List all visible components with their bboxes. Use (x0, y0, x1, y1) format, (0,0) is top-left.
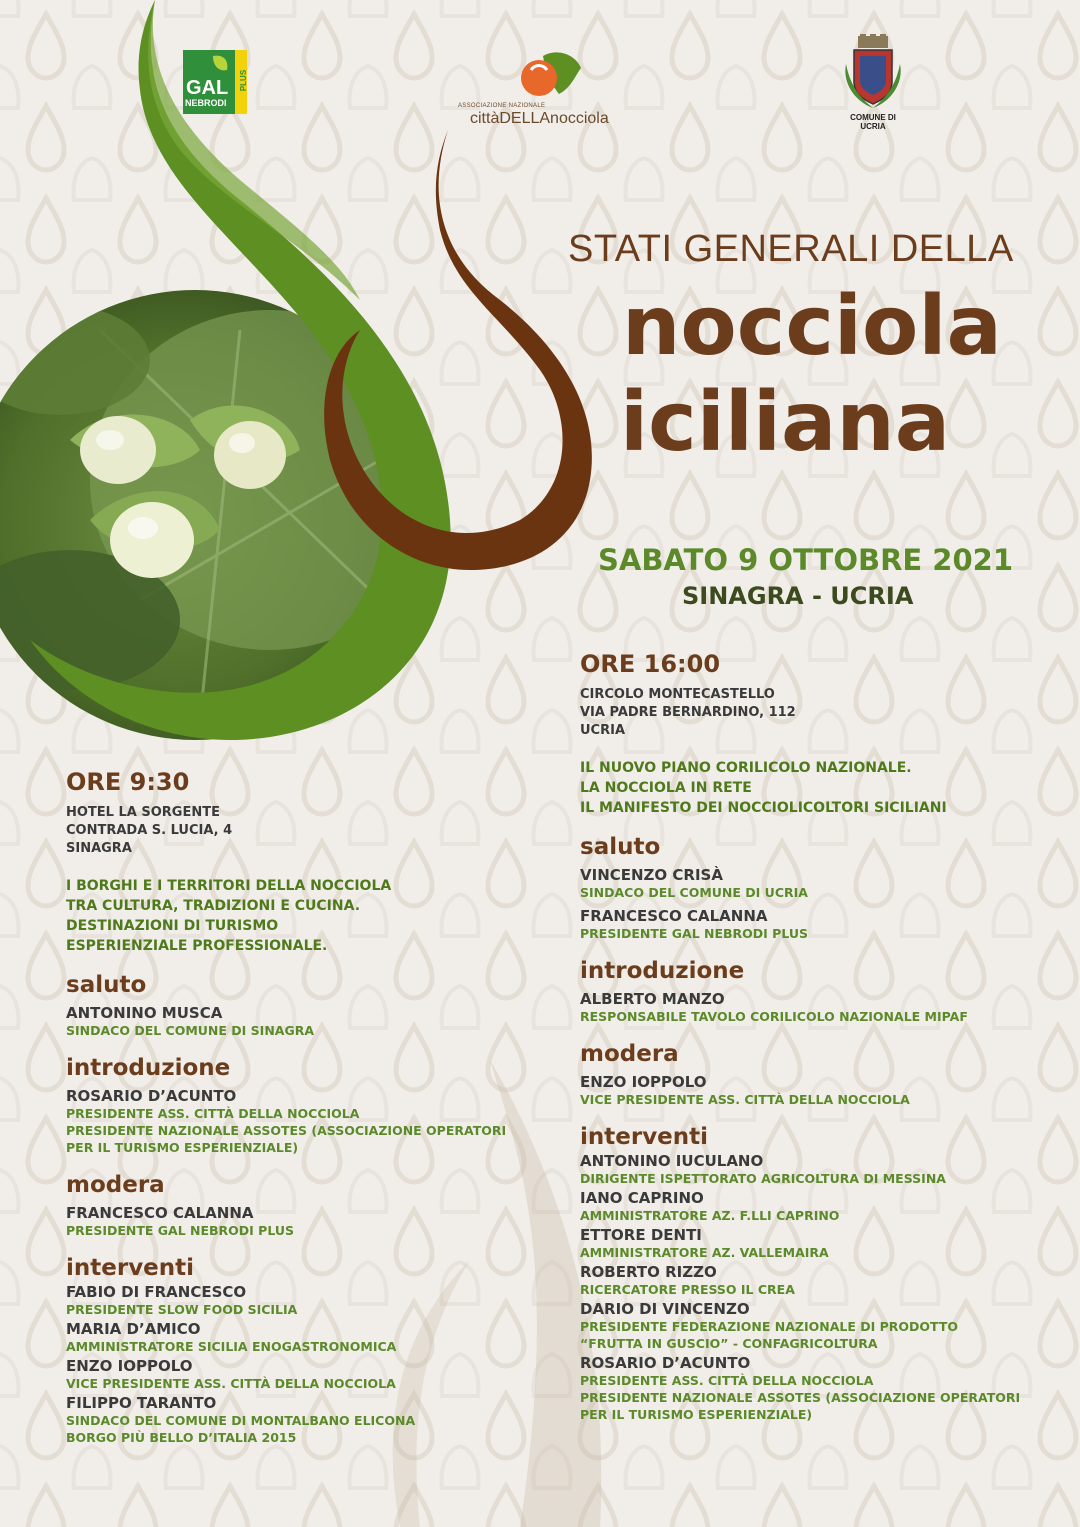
speaker-name: ANTONINO IUCULANO (580, 1152, 764, 1170)
event-date: SABATO 9 OTTOBRE 2021 (598, 543, 1014, 577)
afternoon-time: ORE 16:00 (580, 650, 721, 678)
speaker-name: IANO CAPRINO (580, 1189, 704, 1207)
topic-line: LA NOCCIOLA IN RETE (580, 780, 752, 796)
topic-line: ESPERIENZIALE PROFESSIONALE. (66, 938, 328, 954)
speaker-role: PRESIDENTE NAZIONALE ASSOTES (ASSOCIAZIONE OPERATORI (66, 1123, 507, 1138)
speaker-name: DARIO DI VINCENZO (580, 1300, 750, 1318)
speaker-role: DIRIGENTE ISPETTORATO AGRICOLTURA DI MESSINA (580, 1171, 946, 1186)
gal-logo-plus: PLUS (239, 69, 249, 92)
speaker-role: SINDACO DEL COMUNE DI SINAGRA (66, 1023, 315, 1038)
venue-line: CIRCOLO MONTECASTELLO (580, 687, 775, 702)
speaker-role: VICE PRESIDENTE ASS. CITTÀ DELLA NOCCIOLA (580, 1092, 910, 1107)
speaker-role: PRESIDENTE SLOW FOOD SICILIA (66, 1302, 298, 1317)
morning-session (66, 768, 546, 1446)
speaker-name: MARIA D’AMICO (66, 1320, 201, 1338)
speaker-role: AMMINISTRATORE AZ. F.LLI CAPRINO (580, 1208, 840, 1223)
morning-topic (66, 876, 546, 956)
speaker-role: PRESIDENTE FEDERAZIONE NAZIONALE DI PRODOTTO (580, 1319, 958, 1334)
morning-venue (66, 804, 546, 858)
section-heading-interventi: interventi (66, 1255, 195, 1281)
speaker-name: FILIPPO TARANTO (66, 1394, 217, 1412)
topic-line: TRA CULTURA, TRADIZIONI E CUCINA. (66, 898, 361, 914)
section-heading-saluto: saluto (66, 972, 147, 998)
afternoon-topic (580, 758, 1050, 818)
section-heading-introduzione: introduzione (580, 958, 745, 984)
speaker-role: VICE PRESIDENTE ASS. CITTÀ DELLA NOCCIOLA (66, 1376, 396, 1391)
speaker-role: PRESIDENTE ASS. CITTÀ DELLA NOCCIOLA (66, 1106, 360, 1121)
speaker-name: FRANCESCO CALANNA (66, 1204, 254, 1222)
venue-line: VIA PADRE BERNARDINO, 112 (580, 705, 796, 720)
citta-logo-name: cittàDELLAnocciola (470, 110, 609, 127)
gal-nebrodi-logo (183, 50, 247, 114)
speaker-name: ETTORE DENTI (580, 1226, 702, 1244)
speaker-role: PRESIDENTE NAZIONALE ASSOTES (ASSOCIAZIONE OPERATORI (580, 1390, 1021, 1405)
citta-logo-assoc: ASSOCIAZIONE NAZIONALE (458, 103, 546, 109)
gal-logo-subtext: NEBRODI (185, 98, 227, 108)
speaker-role: BORGO PIÙ BELLO D’ITALIA 2015 (66, 1430, 297, 1445)
speaker-name: ROBERTO RIZZO (580, 1263, 717, 1281)
venue-line: CONTRADA S. LUCIA, 4 (66, 823, 233, 838)
section-heading-modera: modera (580, 1041, 679, 1067)
speaker-name: FRANCESCO CALANNA (580, 907, 768, 925)
topic-line: IL NUOVO PIANO CORILICOLO NAZIONALE. (580, 760, 912, 776)
speaker-name: ENZO IOPPOLO (66, 1357, 193, 1375)
topic-line: DESTINAZIONI DI TURISMO (66, 918, 279, 934)
title-nocciola: nocciola (622, 279, 1002, 374)
speaker-name: FABIO DI FRANCESCO (66, 1283, 247, 1301)
comune-logo-line1: COMUNE DI (850, 113, 896, 122)
title-line1: STATI GENERALI DELLA (568, 228, 1014, 270)
speaker-role: PER IL TURISMO ESPERIENZIALE) (66, 1140, 299, 1155)
speaker-role: PRESIDENTE GAL NEBRODI PLUS (66, 1223, 295, 1238)
section-heading-modera: modera (66, 1172, 165, 1198)
speaker-role: PRESIDENTE GAL NEBRODI PLUS (580, 926, 809, 941)
afternoon-venue (580, 686, 1050, 740)
venue-line: UCRIA (580, 723, 626, 738)
speaker-role: AMMINISTRATORE SICILIA ENOGASTRONOMICA (66, 1339, 397, 1354)
speaker-role: SINDACO DEL COMUNE DI MONTALBANO ELICONA (66, 1413, 416, 1428)
speaker-role: PRESIDENTE ASS. CITTÀ DELLA NOCCIOLA (580, 1373, 874, 1388)
comune-ucria-logo (838, 34, 908, 129)
speaker-role: SINDACO DEL COMUNE DI UCRIA (580, 885, 808, 900)
event-places: SINAGRA - UCRIA (682, 582, 914, 610)
topic-line: I BORGHI E I TERRITORI DELLA NOCCIOLA (66, 878, 392, 894)
topic-line: IL MANIFESTO DEI NOCCIOLICOLTORI SICILIANI (580, 800, 947, 816)
hazelnut-leaf-icon (513, 48, 583, 103)
speaker-name: ALBERTO MANZO (580, 990, 725, 1008)
speaker-name: ANTONINO MUSCA (66, 1004, 223, 1022)
speaker-role: “FRUTTA IN GUSCIO” - CONFAGRICOLTURA (580, 1336, 878, 1351)
speaker-name: ROSARIO D’ACUNTO (580, 1354, 751, 1372)
venue-line: SINAGRA (66, 841, 132, 856)
section-heading-interventi: interventi (580, 1124, 709, 1150)
section-heading-saluto: saluto (580, 834, 661, 860)
speaker-name: VINCENZO CRISÀ (580, 866, 723, 884)
gal-logo-text: GAL (186, 77, 229, 99)
title-siciliana: iciliana (620, 375, 951, 470)
speaker-role: RESPONSABILE TAVOLO CORILICOLO NAZIONALE MIPAF (580, 1009, 968, 1024)
section-heading-introduzione: introduzione (66, 1055, 231, 1081)
venue-line: HOTEL LA SORGENTE (66, 805, 220, 820)
speaker-role: PER IL TURISMO ESPERIENZIALE) (580, 1407, 813, 1422)
coat-of-arms-icon (838, 34, 908, 109)
speaker-name: ENZO IOPPOLO (580, 1073, 707, 1091)
speaker-name: ROSARIO D’ACUNTO (66, 1087, 237, 1105)
afternoon-session (580, 650, 1050, 1423)
citta-della-nocciola-logo (455, 48, 630, 128)
comune-logo-line2: UCRIA (860, 122, 886, 131)
morning-time: ORE 9:30 (66, 768, 190, 796)
speaker-role: RICERCATORE PRESSO IL CREA (580, 1282, 795, 1297)
speaker-role: AMMINISTRATORE AZ. VALLEMAIRA (580, 1245, 829, 1260)
